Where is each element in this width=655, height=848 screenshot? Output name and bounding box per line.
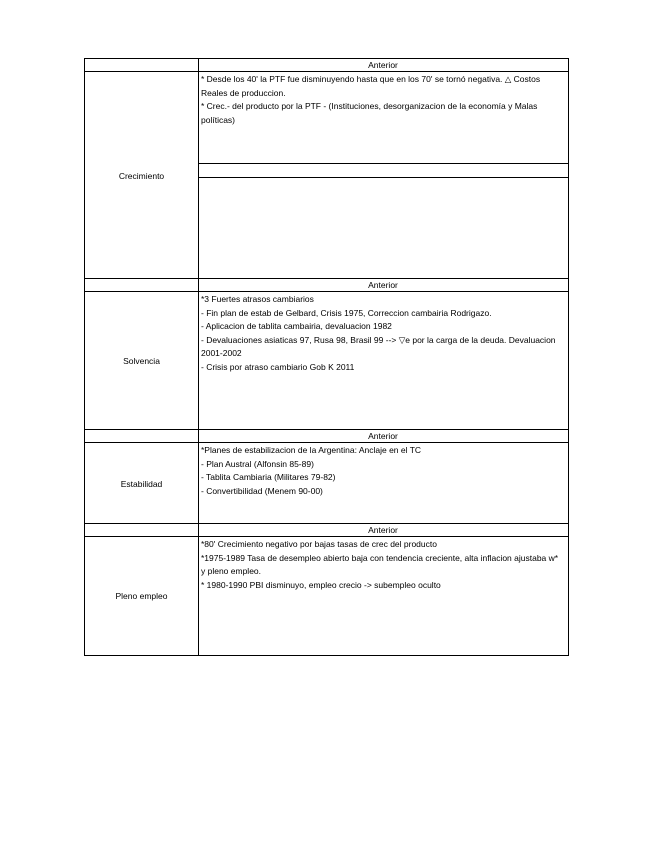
header-divider bbox=[85, 71, 568, 72]
section-label-crecimiento: Crecimiento bbox=[118, 171, 165, 181]
section-content-solvencia bbox=[201, 293, 564, 374]
section-header-pleno-empleo: Anterior bbox=[368, 525, 398, 535]
content-line: - Devaluaciones asiaticas 97, Rusa 98, Brasil 99 --> ▽e por la carga de la deuda. Devaluacion 2001-2002 bbox=[201, 334, 556, 358]
header-divider bbox=[85, 442, 568, 443]
section-header-crecimiento: Anterior bbox=[368, 60, 398, 70]
header-divider bbox=[85, 536, 568, 537]
header-divider bbox=[85, 291, 568, 292]
content-line: * 1980-1990 PBI disminuyo, empleo crecio -> subempleo oculto bbox=[201, 579, 441, 590]
content-line: - Tablita Cambiaria (Militares 79-82) bbox=[201, 472, 336, 482]
section-header-estabilidad: Anterior bbox=[368, 431, 398, 441]
section-header-solvencia: Anterior bbox=[368, 280, 398, 290]
content-line: - Convertibilidad (Menem 90-00) bbox=[201, 485, 323, 496]
content-line: - Fin plan de estab de Gelbard, Crisis 1975, Correccion cambairia Rodrigazo. bbox=[201, 307, 492, 318]
section-label-solvencia: Solvencia bbox=[123, 356, 160, 366]
content-line: - Aplicacion de tablita cambairia, devaluacion 1982 bbox=[201, 321, 392, 331]
content-line: *Planes de estabilizacion de la Argentina: Anclaje en el TC bbox=[201, 445, 422, 455]
inner-divider bbox=[198, 177, 568, 178]
content-line: - Crisis por atraso cambiario Gob K 2011 bbox=[201, 361, 355, 372]
section-content-crecimiento bbox=[201, 73, 564, 127]
section-label-pleno-empleo: Pleno empleo bbox=[115, 591, 168, 601]
content-line: * Desde los 40' la PTF fue disminuyendo hasta que en los 70' se tornó negativa. △ Costos Reales de produccion. bbox=[201, 74, 541, 98]
content-line: *1975-1989 Tasa de desempleo abierto baja con tendencia creciente, alta inflacion ajustaba w* y pleno empleo. bbox=[201, 552, 559, 576]
content-line: *80' Crecimiento negativo por bajas tasas de crec del producto bbox=[201, 539, 437, 549]
content-line: - Plan Austral (Alfonsin 85-89) bbox=[201, 458, 314, 469]
section-label-estabilidad: Estabilidad bbox=[120, 479, 163, 489]
inner-divider bbox=[198, 163, 568, 164]
content-line: *3 Fuertes atrasos cambiarios bbox=[201, 294, 314, 304]
section-content-estabilidad bbox=[201, 444, 564, 498]
analysis-table bbox=[84, 58, 569, 656]
content-line: * Crec.- del producto por la PTF - (Instituciones, desorganizacion de la economía y Malas políticas) bbox=[201, 101, 538, 125]
column-divider bbox=[198, 59, 199, 655]
section-content-pleno-empleo bbox=[201, 538, 564, 592]
